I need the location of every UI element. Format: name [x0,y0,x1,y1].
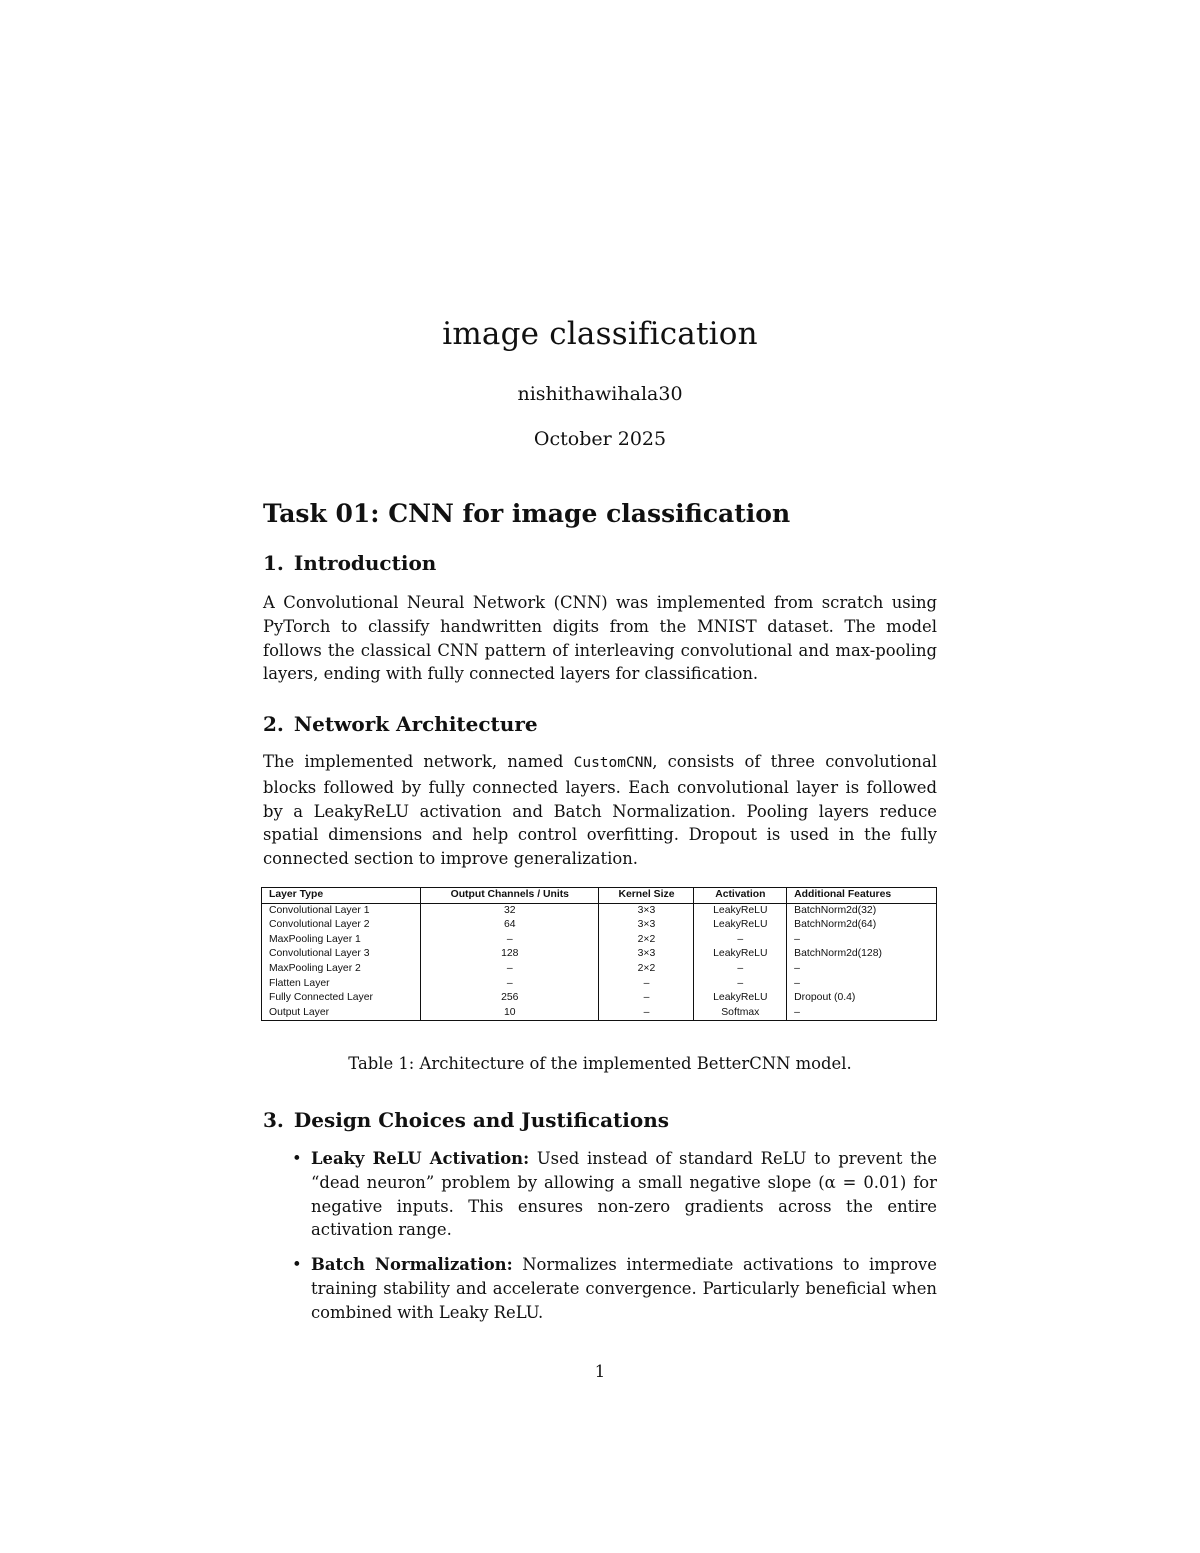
table-cell: MaxPooling Layer 1 [262,933,421,948]
section-title: Network Architecture [293,712,538,736]
table-cell: – [599,1006,694,1021]
table-row [262,918,937,933]
table-cell: BatchNorm2d(64) [787,918,937,933]
model-class-name: CustomCNN [573,755,653,771]
architecture-paragraph [263,750,937,871]
architecture-table [261,887,937,1021]
list-item-text: Used instead of standard ReLU to prevent the “dead neuron” problem by allowing a small negative slope (α = 0.01) for negative inputs. This ensures non-zero gradients across the entire activation range. [311,1149,937,1240]
table-row [262,977,937,992]
bullet-icon: • [292,1255,302,1275]
table-row [262,1006,937,1021]
section-title: Design Choices and Justifications [293,1108,670,1132]
table-cell: Dropout (0.4) [787,991,937,1006]
table-cell: LeakyReLU [694,918,787,933]
table-cell: LeakyReLU [694,947,787,962]
table-cell: 2×2 [599,933,694,948]
table-cell: 128 [421,947,599,962]
table-row [262,933,937,948]
table-cell: BatchNorm2d(32) [787,903,937,918]
table-cell: 32 [421,903,599,918]
table-cell: 3×3 [599,947,694,962]
section-heading-introduction [263,551,436,575]
table-caption: Table 1: Architecture of the implemented BetterCNN model. [348,1054,852,1073]
table-cell: – [787,933,937,948]
table-cell: – [599,977,694,992]
table-cell: – [787,962,937,977]
list-item-term: Leaky ReLU Activation: [311,1149,530,1168]
table-cell: LeakyReLU [694,991,787,1006]
table-row [262,991,937,1006]
introduction-paragraph: A Convolutional Neural Network (CNN) was implemented from scratch using PyTorch to classify handwritten digits from the MNIST dataset. The model follows the classical CNN pattern of interleaving convolutional and max-pooling layers, ending with fully connected layers for classification. [263,593,937,684]
bullet-icon: • [292,1149,302,1168]
table-cell: Flatten Layer [262,977,421,992]
section-number: 2. [263,712,284,736]
section-number: 3. [263,1108,284,1132]
table-header-cell: Output Channels / Units [421,888,599,904]
task-heading: Task 01: CNN for image classification [263,499,791,528]
table-cell: Softmax [694,1006,787,1021]
table-cell: – [421,977,599,992]
section-title: Introduction [293,551,437,575]
table-cell: MaxPooling Layer 2 [262,962,421,977]
document-author: nishithawihala30 [517,383,683,405]
table-cell: – [599,991,694,1006]
list-item-text: Normalizes intermediate activations to improve training stability and accelerate convergence. Particularly beneficial when combined with Leaky ReLU. [311,1255,937,1322]
table-cell: – [694,933,787,948]
table-cell: – [421,933,599,948]
list-item [263,1147,937,1242]
page-number: 1 [594,1362,606,1381]
table-row [262,947,937,962]
table-cell: Convolutional Layer 2 [262,918,421,933]
table-cell: 64 [421,918,599,933]
table-header-cell: Additional Features [787,888,937,904]
table-header-cell: Layer Type [262,888,421,904]
table-cell: 10 [421,1006,599,1021]
table-header-row [262,888,937,904]
table-header-cell: Activation [694,888,787,904]
table-cell: 3×3 [599,903,694,918]
table-cell: Convolutional Layer 3 [262,947,421,962]
architecture-text-start: The implemented network, named [263,752,574,771]
table-cell: – [694,962,787,977]
table-cell: Output Layer [262,1006,421,1021]
table-cell: 3×3 [599,918,694,933]
design-choices-list [263,1147,937,1336]
table-cell: 2×2 [599,962,694,977]
table-cell: – [787,1006,937,1021]
table-cell: – [787,977,937,992]
section-heading-design-choices [263,1108,669,1132]
table-cell: 256 [421,991,599,1006]
section-heading-network-architecture [263,712,538,736]
table-cell: – [694,977,787,992]
architecture-text-end: , consists of three convolutional blocks followed by fully connected layers. Each convolutional layer is followed by a LeakyReLU activation and Batch Normalization. Pooling layers reduce spatial dimensions and help control overfitting. Dropout is used in the fully connected section to improve generalization. [263,752,938,869]
table-cell: LeakyReLU [694,903,787,918]
table-row [262,962,937,977]
section-number: 1. [263,551,284,575]
table-cell: Fully Connected Layer [262,991,421,1006]
table-row [262,903,937,918]
table-cell: Convolutional Layer 1 [262,903,421,918]
list-item [263,1253,937,1324]
document-title: image classification [442,316,758,352]
table-header-cell: Kernel Size [599,888,694,904]
table-cell: – [421,962,599,977]
list-item-term: Batch Normalization: [311,1255,513,1275]
document-date: October 2025 [533,428,667,450]
table-cell: BatchNorm2d(128) [787,947,937,962]
